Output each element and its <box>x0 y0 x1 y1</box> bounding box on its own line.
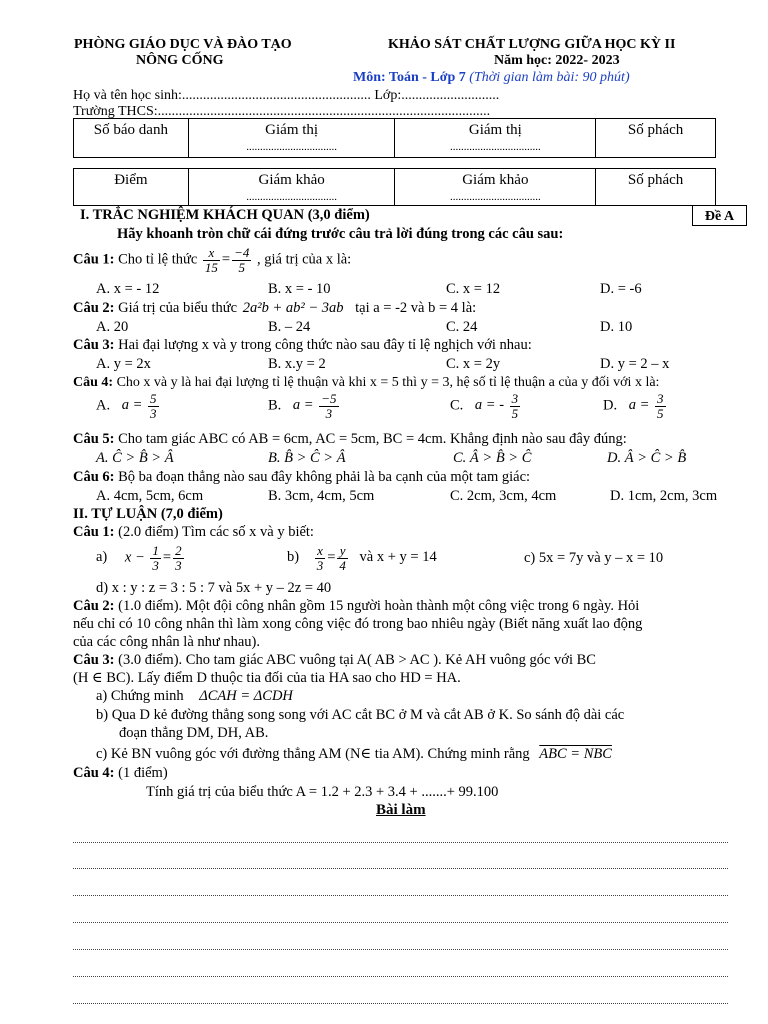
question-text: (2.0 điểm) Tìm các số x và y biết: <box>118 524 314 540</box>
denominator: 4 <box>339 557 346 573</box>
q2-option-d[interactable]: D. 10 <box>600 319 633 335</box>
q3-option-b[interactable]: B. x.y = 2 <box>268 356 326 372</box>
cell-proctor-2[interactable] <box>395 119 596 158</box>
fraction <box>510 392 521 420</box>
label-proctor-1: Giám thị <box>265 122 319 138</box>
q2-option-c[interactable]: C. 24 <box>446 319 478 335</box>
expression: ABC = NBC <box>539 746 612 762</box>
denominator: 3 <box>175 557 182 573</box>
answer-line[interactable] <box>73 922 728 923</box>
question-3 <box>73 337 532 355</box>
c4-expression: Tính giá trị của biểu thức A = 1.2 + 2.3 + 3.4 + .......+ 99.100 <box>146 784 499 800</box>
question-text: (3.0 điểm). Cho tam giác ABC vuông tại A( AB > AC ). Kẻ AH vuông góc với BC <box>118 652 596 668</box>
school-district: NÔNG CỐNG <box>136 53 224 68</box>
answer-line[interactable] <box>73 895 728 896</box>
numerator: −4 <box>234 245 250 260</box>
numerator: x <box>203 246 220 261</box>
q1-option-b[interactable]: B. x = - 10 <box>268 281 331 297</box>
school-department: PHÒNG GIÁO DỤC VÀ ĐÀO TẠO <box>74 37 292 52</box>
q3-option-d[interactable]: D. y = 2 – x <box>600 356 670 372</box>
q1-option-c[interactable]: C. x = 12 <box>446 281 501 297</box>
signature-dots: ................................. <box>449 141 541 154</box>
essay-question-3 <box>73 652 596 670</box>
q4-option-b[interactable] <box>268 392 341 420</box>
denominator: 3 <box>325 405 333 421</box>
question-text: Bộ ba đoạn thẳng nào sau đây không phải là ba cạnh của một tam giác: <box>118 469 531 485</box>
subject-line <box>353 69 630 86</box>
numerator: 2 <box>175 543 182 558</box>
expression: x − <box>124 549 145 566</box>
essay-question-2 <box>73 598 639 616</box>
cell-code-number[interactable] <box>596 119 716 158</box>
q1-option-a[interactable]: A. x = - 12 <box>96 281 160 297</box>
q6-option-a[interactable]: A. 4cm, 5cm, 6cm <box>96 488 204 504</box>
question-label: Câu 1: <box>73 251 115 268</box>
school-year: Năm học: 2022- 2023 <box>494 53 620 68</box>
numerator: 5 <box>150 391 157 406</box>
label-grader-2: Giám khảo <box>462 172 529 188</box>
option-var: a = <box>628 397 650 414</box>
numerator: 1 <box>152 543 159 558</box>
c1-part-c: c) 5x = 7y và y – x = 10 <box>524 550 664 566</box>
fraction <box>655 392 666 420</box>
question-6 <box>73 469 530 487</box>
c1-part-d: d) x : y : z = 3 : 5 : 7 và 5x + y – 2z = 40 <box>96 580 332 596</box>
question-label: Câu 2: <box>73 598 115 614</box>
equals: = <box>327 549 336 566</box>
question-2 <box>73 300 476 318</box>
expression: ΔCAH = ΔCDH <box>199 688 293 704</box>
denominator: 5 <box>511 405 519 421</box>
part2-title: II. TỰ LUẬN (7,0 điểm) <box>73 506 223 522</box>
option-letter: A. <box>96 397 111 414</box>
question-text: Hai đại lượng x và y trong công thức nào sau đây tỉ lệ nghịch với nhau: <box>118 337 532 353</box>
fraction <box>319 392 338 420</box>
answer-line[interactable] <box>73 976 728 977</box>
question-text: Cho tam giác ABC có AB = 6cm, AC = 5cm, BC = 4cm. Khẳng định nào sau đây đúng: <box>118 431 627 447</box>
equals: = <box>162 549 172 566</box>
answer-section-title: Bài làm <box>376 802 426 818</box>
denominator: 5 <box>238 259 245 275</box>
q4-option-a[interactable] <box>96 392 161 420</box>
label-candidate-number: Số báo danh <box>93 122 168 138</box>
exam-version-badge: Đề A <box>692 205 747 226</box>
c3-part-a <box>96 688 293 706</box>
essay-question-2-line3: của các công nhân là như nhau). <box>73 634 261 650</box>
signature-dots: ................................. <box>246 191 337 204</box>
label-code-number-2: Số phách <box>627 172 684 188</box>
question-text: tại a = -2 và b = 4 là: <box>355 300 477 316</box>
fraction <box>337 544 348 572</box>
answer-line[interactable] <box>73 868 728 869</box>
question-5 <box>73 431 627 449</box>
q2-option-a[interactable]: A. 20 <box>96 319 129 335</box>
question-text: (1.0 điểm). Một đội công nhân gồm 15 người hoàn thành một công việc trong 6 ngày. Hỏi <box>118 598 640 614</box>
q3-option-a[interactable]: A. y = 2x <box>96 356 151 372</box>
cell-code-number-2[interactable] <box>596 169 716 206</box>
numerator: y <box>337 544 348 559</box>
cell-proctor-1[interactable] <box>188 119 395 158</box>
expression: 2a²b + ab² − 3ab <box>242 300 344 316</box>
answer-line[interactable] <box>73 842 728 843</box>
q1-option-d[interactable]: D. = -6 <box>600 281 642 297</box>
q6-option-c[interactable]: C. 2cm, 3cm, 4cm <box>450 488 557 504</box>
q6-option-b[interactable]: B. 3cm, 4cm, 5cm <box>268 488 375 504</box>
essay-question-2-line2: nếu chỉ có 10 công nhân thì làm xong công việc đó trong bao nhiêu ngày (Biết năng xuất lao động <box>73 616 643 632</box>
question-label: Câu 1: <box>73 524 115 540</box>
option-letter: B. <box>268 397 282 414</box>
option-letter: D. <box>603 397 618 414</box>
question-text: Giá trị của biểu thức <box>118 300 238 316</box>
q5-option-b[interactable]: B. B̂ > Ĉ > Â <box>268 450 346 466</box>
proctor-table <box>73 118 716 158</box>
q5-option-c[interactable]: C. Â > B̂ > Ĉ <box>453 450 532 466</box>
c3-part-b: b) Qua D kẻ đường thẳng song song với AC cắt BC ở M và cắt AB ở K. So sánh độ dài các <box>96 707 625 723</box>
q4-option-d[interactable] <box>603 392 668 420</box>
fraction <box>148 392 159 420</box>
question-4 <box>73 374 659 391</box>
question-text: , giá trị của x là: <box>257 251 352 268</box>
cell-score[interactable] <box>74 169 189 206</box>
label-score: Điểm <box>114 172 148 188</box>
option-var: a = <box>121 397 143 414</box>
q3-option-c[interactable]: C. x = 2y <box>446 356 501 372</box>
answer-line[interactable] <box>73 1003 728 1004</box>
q2-option-b[interactable]: B. – 24 <box>268 319 311 335</box>
fraction <box>232 246 251 274</box>
question-text: Cho x và y là hai đại lượng tỉ lệ thuận và khi x = 5 thì y = 3, hệ số tỉ lệ thuận a của y đối với x là: <box>116 375 660 390</box>
option-letter: C. <box>450 397 464 414</box>
question-label: Câu 3: <box>73 652 115 668</box>
question-1: Câu 1: Cho tỉ lệ thức $\frac{x}{15}$ = $\frac{-4}{5}$ , giá trị của x là: <box>73 245 352 275</box>
question-label: Câu 4: <box>73 765 115 781</box>
essay-question-4 <box>73 765 168 783</box>
c3-part-b-line2: đoạn thẳng DM, DH, AB. <box>119 725 269 741</box>
option-var: a = <box>292 397 314 414</box>
denominator: 3 <box>152 557 159 573</box>
fraction <box>150 544 161 572</box>
numerator: −5 <box>321 391 337 406</box>
signature-dots: ................................. <box>449 191 541 204</box>
denominator: 3 <box>150 405 157 421</box>
q5-option-d[interactable]: D. Â > Ĉ > B̂ <box>607 450 687 466</box>
fraction <box>173 544 184 572</box>
exam-title: KHẢO SÁT CHẤT LƯỢNG GIỮA HỌC KỲ II <box>388 37 676 52</box>
label-grader-1: Giám khảo <box>258 172 325 188</box>
question-label: Câu 4: <box>73 375 114 390</box>
c3-part-c <box>96 746 612 764</box>
q6-option-d[interactable]: D. 1cm, 2cm, 3cm <box>610 488 718 504</box>
student-name-line[interactable]: Họ và tên học sinh:...................................................... Lớp:............................ <box>73 88 500 103</box>
part-label: b) <box>287 549 300 566</box>
q4-option-c[interactable] <box>450 392 522 420</box>
denominator: 3 <box>316 557 324 573</box>
denominator: 5 <box>657 405 664 421</box>
numerator: 3 <box>657 391 664 406</box>
question-text: (1 điểm) <box>118 765 168 781</box>
school-line[interactable]: Trường THCS:............................................................................................... <box>73 104 491 119</box>
cell-candidate-number[interactable] <box>74 119 189 158</box>
subject: Môn: Toán - Lớp 7 <box>353 70 466 85</box>
c1-part-b <box>287 544 437 572</box>
question-label: Câu 3: <box>73 337 115 353</box>
c1-part-a <box>96 544 186 572</box>
part-text: c) Kẻ BN vuông góc với đường thẳng AM (N∈ tia AM). Chứng minh rằng <box>96 746 530 762</box>
question-label: Câu 5: <box>73 431 115 447</box>
question-label: Câu 6: <box>73 469 115 485</box>
time-limit: (Thời gian làm bài: 90 phút) <box>469 70 630 85</box>
denominator: 15 <box>204 259 218 275</box>
signature-dots: ................................. <box>246 141 337 154</box>
part1-title: I. TRẮC NGHIỆM KHÁCH QUAN (3,0 điểm) <box>80 207 370 223</box>
label-proctor-2: Giám thị <box>468 122 522 138</box>
answer-line[interactable] <box>73 949 728 950</box>
question-text: Cho tỉ lệ thức <box>118 251 198 268</box>
numerator: 3 <box>511 391 519 406</box>
part-label: a) <box>96 549 108 566</box>
numerator: x <box>315 544 326 559</box>
option-var: a = - <box>474 397 505 414</box>
cell-grader-2[interactable] <box>395 169 596 206</box>
part-text: a) Chứng minh <box>96 688 184 704</box>
essay-question-1 <box>73 524 314 542</box>
cell-grader-1[interactable] <box>188 169 395 206</box>
question-label: Câu 2: <box>73 300 115 316</box>
fraction <box>203 246 220 274</box>
label-code-number: Số phách <box>627 122 684 138</box>
condition: và x + y = 14 <box>359 549 437 566</box>
part1-instruction: Hãy khoanh tròn chữ cái đứng trước câu trả lời đúng trong các câu sau: <box>117 226 564 242</box>
fraction <box>315 544 326 572</box>
essay-question-3-line2: (H ∈ BC). Lấy điểm D thuộc tia đối của tia HA sao cho HD = HA. <box>73 670 461 686</box>
grader-table <box>73 168 716 206</box>
q5-option-a[interactable]: A. Ĉ > B̂ > Â <box>96 450 174 466</box>
